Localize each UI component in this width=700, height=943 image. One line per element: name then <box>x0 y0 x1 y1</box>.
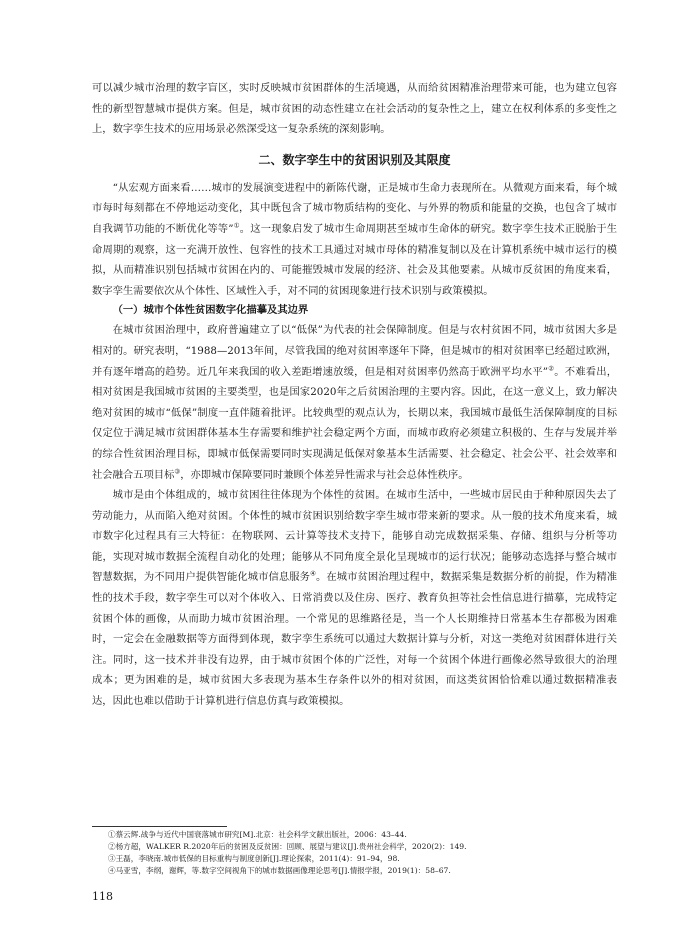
footnote-3: ③王磊，李晓南.城市低保的目标重构与制度创新[J].理论探索，2011(4)：91–94，98. <box>108 854 400 863</box>
footnote-ref-3[interactable]: ③ <box>174 467 181 476</box>
footnote-2: ②杨方超，WALKER R.2020年后的贫困及反贫困：回顾、展望与建议[J].贵州社会科学，2020(2)：149. <box>108 842 467 851</box>
subsection-title: （一）城市个体性贫困数字化描摹及其边界 <box>112 304 309 317</box>
section-paragraph <box>92 178 617 302</box>
paragraph-1 <box>92 320 617 485</box>
section-title: 二、数字孪生中的贫困识别及其限度 <box>258 152 451 167</box>
page-number: 118 <box>92 890 113 903</box>
footnote-4: ④马亚雪，李纲，谢辉，等.数字空间视角下的城市数据画像理论思考[J].情报学报，2019(1)：58–67. <box>108 866 451 875</box>
footnote-divider <box>92 826 227 827</box>
intro-paragraph: 可以减少城市治理的数字盲区，实时反映城市贫困群体的生活境遇，从而给贫困精准治理带来可能，也为建立包容性的新型智慧城市提供方案。但是，城市贫困的动态性建立在社会活动的复杂性之上，建立在权利体系的多变性之上，数字孪生技术的应用场景必然深受这一复杂系统的深刻影响。 <box>92 82 617 136</box>
paragraph-2-text-a: 城市是由个体组成的，城市贫困往往体现为个体性的贫困。在城市生活中，一些城市居民由于种种原因失去了劳动能力，从而陷入绝对贫困。个体性的城市贫困识别给数字孪生城市带来新的要求。从一般的技术角度来看，城市数字化过程具有三大特征：在物联网、云计算等技术支持下，能够自动完成数据采集、存储、组织与分析等功能，实现对城市数据全流程自动化的处理；能够从不同角度全景化呈现城市的运行状况；能够动态选择与整合城市智慧数据，为不同用户提供智能化城市信息服务 <box>92 489 617 584</box>
paragraph-1-text-b: 。不难看出，相对贫困是我国城市贫困的主要类型，也是国家2020年之后贫困治理的主要内容。因此，在这一意义上，致力解决绝对贫困的城市“低保”制度一直伴随着批评。比较典型的观点认为，长期以来，我国城市最低生活保障制度的目标仅定位于满足城市贫困群体基本生存需要和维护社会稳定两个方面，而城市政府必须建立积极的、生存与发展并举的综合性贫困治理目标，即城市低保需要同时实现满足低保对象基本生活需要、社会稳定、社会公平、社会效率和社会融合五项目标 <box>92 365 617 481</box>
footnote-ref-2[interactable]: ② <box>548 364 555 373</box>
footnote-ref-4[interactable]: ④ <box>310 570 316 579</box>
footnote-ref-1[interactable]: ① <box>233 221 240 230</box>
paragraph-2-text-b: 。在城市贫困治理过程中，数据采集是数据分析的前提，作为精准性的技术手段，数字孪生可以对个体收入、日常消费以及住房、医疗、教育负担等社会性信息进行描摹，完成特定贫困个体的画像，从而助力城市贫困治理。一个常见的思维路径是，当一个人长期维持日常基本生存都极为困难时，一定会在金融数据等方面得到体现，数字孪生系统可以通过大数据计算与分析，对这一类绝对贫困群体进行关注。同时，这一技术并非没有边界，由于城市贫困个体的广泛性，对每一个贫困个体进行画像必然导致很大的治理成本；更为困难的是，城市贫困大多表现为基本生存条件以外的相对贫困，而这类贫困恰恰难以通过数据精准表达，因此也难以借助于计算机进行信息仿真与政策模拟。 <box>92 571 618 708</box>
page-body <box>92 78 617 712</box>
paragraph-1-text-a: 在城市贫困治理中，政府普遍建立了以“低保”为代表的社会保障制度。但是与农村贫困不同，城市贫困大多是相对的。研究表明，“1988—2013年间，尽管我国的绝对贫困率逐年下降，但是城市的相对贫困率已经超过欧洲，并有逐年增高的趋势。近几年来我国的收入差距增速放缓，但是相对贫困率仍然高于欧洲平均水平” <box>92 324 617 378</box>
footnote-1: ①蔡云辉.战争与近代中国衰落城市研究[M].北京：社会科学文献出版社，2006：43–44. <box>108 830 407 839</box>
paragraph-2 <box>92 485 617 712</box>
section-text-b: 。这一现象启发了城市生命周期甚至城市生命体的研究。数字孪生技术正脱胎于生命周期的观察，这一充满开放性、包容性的技术工具通过对城市母体的精准复制以及在计算机系统中城市运行的模拟，从而精准识别包括城市贫困在内的、可能摧毁城市发展的经济、社会及其他要素。从城市反贫困的角度来看，数字孪生需要依次从个体性、区域性入手，对不同的贫困现象进行技术识别与政策模拟。 <box>92 222 618 297</box>
section-text-a: “从宏观方面来看……城市的发展演变进程中的新陈代谢，正是城市生命力表现所在。从微观方面来看，每个城市每时每刻都在不停地运动变化，其中既包含了城市物质结构的变化、与外界的物质和能量的交换，也包含了城市自我调节功能的不断优化等等” <box>92 181 617 235</box>
paragraph-1-text-c: ，亦即城市保障要同时兼顾个体差异性需求与社会总体性秩序。 <box>180 468 469 481</box>
